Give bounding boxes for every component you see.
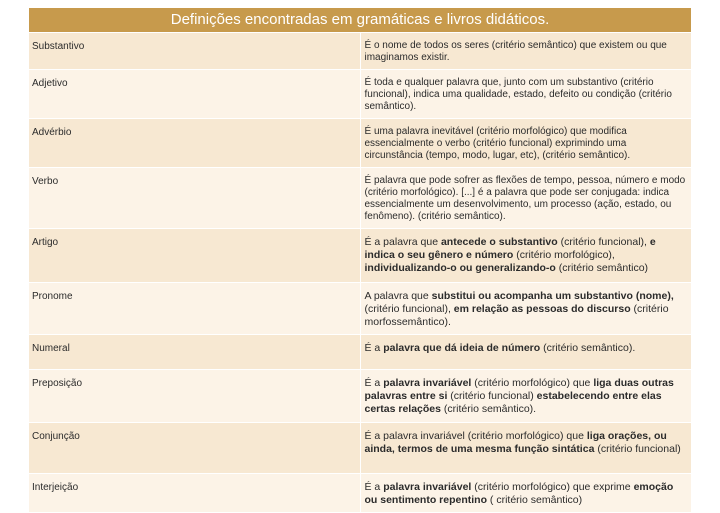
definition-emphasis: palavra invariável — [383, 481, 472, 493]
definition-emphasis: liga orações, ou ainda, termos de uma mesma função sintática — [364, 430, 667, 455]
definition-emphasis: palavra que dá ideia de número — [383, 342, 541, 354]
definition-cell — [360, 474, 692, 513]
definition-cell — [360, 33, 692, 70]
definition-text: (critério morfossemântico). — [364, 303, 669, 328]
definition-cell — [360, 229, 692, 283]
definition-text: É palavra que pode sofrer as flexões de tempo, pessoa, número e modo (critério morfológico). [...] é a palavra que pode ser conjugada: indica essencialmente um desenvolvimento, um processo (ação, estado, ou fenômeno). (critério semântico). — [364, 175, 686, 222]
term-cell: Conjunção — [29, 423, 361, 474]
definition-emphasis: emoção ou sentimento repentino — [364, 481, 674, 506]
term-cell: Advérbio — [29, 119, 361, 168]
definition-text: A palavra que — [364, 290, 432, 302]
definition-text: (critério funcional) — [447, 390, 537, 402]
definition-emphasis: estabelecendo entre elas certas relações — [364, 390, 662, 415]
table-row — [29, 229, 692, 283]
definition-emphasis: em relação as pessoas do discurso — [453, 303, 631, 315]
definition-text: (critério semântico) — [555, 262, 649, 274]
table-header-row — [29, 8, 692, 33]
table-row — [29, 33, 692, 70]
definition-text: É a — [364, 481, 384, 493]
definition-text: É o nome de todos os seres (critério semântico) que existem ou que imaginamos existir. — [364, 40, 667, 63]
definition-cell — [360, 423, 692, 474]
definitions-table — [28, 7, 692, 513]
table-row — [29, 70, 692, 119]
definition-cell — [360, 283, 692, 335]
table-row — [29, 370, 692, 423]
definition-text: (critério semântico). — [440, 403, 537, 415]
table-row — [29, 474, 692, 513]
term-cell: Verbo — [29, 168, 361, 229]
term-cell: Preposição — [29, 370, 361, 423]
definition-emphasis: antecede o substantivo — [440, 236, 558, 248]
table-row — [29, 335, 692, 370]
table-title: Definições encontradas em gramáticas e livros didáticos. — [29, 8, 692, 33]
definition-text: É a — [364, 377, 384, 389]
term-cell: Interjeição — [29, 474, 361, 513]
definition-emphasis: individualizando-o ou generalizando-o — [364, 262, 556, 274]
definition-text: (critério semântico). — [540, 342, 636, 354]
table-row — [29, 283, 692, 335]
definition-text: É toda e qualquer palavra que, junto com um substantivo (critério funcional), indica uma qualidade, estado, defeito ou condição (critério semântico). — [364, 77, 672, 112]
definition-cell — [360, 70, 692, 119]
definition-cell — [360, 168, 692, 229]
definition-text: (critério funcional) — [594, 443, 681, 455]
definition-text: (critério morfológico) que exprime — [471, 481, 634, 493]
table-row — [29, 119, 692, 168]
definition-emphasis: liga duas outras palavras entre si — [364, 377, 674, 402]
term-cell: Adjetivo — [29, 70, 361, 119]
definition-emphasis: e indica o seu gênero e número — [364, 236, 656, 261]
definition-cell — [360, 335, 692, 370]
definition-text: ( critério semântico) — [487, 494, 583, 506]
definition-text: (critério funcional), — [364, 303, 454, 315]
definition-text: É a — [364, 342, 384, 354]
table-row — [29, 168, 692, 229]
definition-emphasis: palavra invariável — [383, 377, 472, 389]
term-cell: Artigo — [29, 229, 361, 283]
definition-text: (critério morfológico) que — [471, 377, 594, 389]
definition-cell — [360, 119, 692, 168]
term-cell: Substantivo — [29, 33, 361, 70]
term-cell: Numeral — [29, 335, 361, 370]
definition-text: (critério funcional), — [557, 236, 650, 248]
definition-emphasis: substitui ou acompanha um substantivo (nome), — [431, 290, 674, 302]
definition-text: É uma palavra inevitável (critério morfológico) que modifica essencialmente o verbo (critério funcional) exprimindo uma circunstância (tempo, modo, lugar, etc), (critério semântico). — [364, 126, 631, 161]
definition-text: (critério morfológico), — [513, 249, 615, 261]
definition-text: É a palavra invariável (critério morfológico) que — [364, 430, 587, 442]
table-row — [29, 423, 692, 474]
definition-text: É a palavra que — [364, 236, 441, 248]
definition-cell — [360, 370, 692, 423]
term-cell: Pronome — [29, 283, 361, 335]
